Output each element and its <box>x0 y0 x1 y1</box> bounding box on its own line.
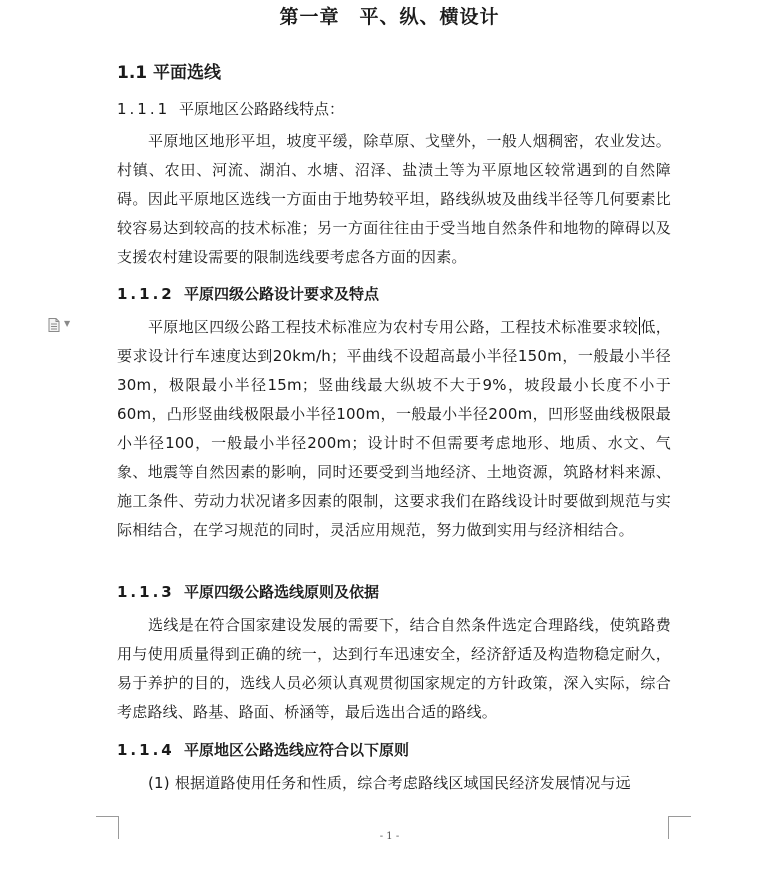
dropdown-arrow-icon[interactable]: ▼ <box>64 319 71 328</box>
section-heading <box>117 58 221 83</box>
document-icon[interactable] <box>48 318 60 332</box>
subsection-heading <box>117 98 344 119</box>
paragraph[interactable]: 选线是在符合国家建设发展的需要下，结合自然条件选定合理路线，使筑路费用与使用质量得到正确的统一，达到行车迅速安全，经济舒适及构造物稳定耐久，易于养护的目的，选线人员必须认真观贯彻国家规定的方针政策，深入实际，综合考虑路线、路基、路面、桥涵等，最后选出合适的路线。 <box>117 616 671 721</box>
subsection-number: 1.1.4 <box>117 741 175 759</box>
subsection-title: 平原四级公路选线原则及依据 <box>183 583 379 601</box>
paragraph[interactable]: (1) 根据道路使用任务和性质，综合考虑路线区域国民经济发展情况与远 <box>148 774 631 792</box>
text-cursor <box>639 317 641 335</box>
page-number: - 1 - <box>379 831 400 842</box>
section-number: 1.1 <box>117 63 148 83</box>
subsection-number: 1.1.2 <box>117 285 175 303</box>
subsection-title: 平原地区公路路线特点： <box>178 100 344 118</box>
subsection-title: 平原四级公路设计要求及特点 <box>183 285 379 303</box>
paragraph[interactable] <box>117 313 671 545</box>
subsection-number: 1.1.1 <box>117 100 171 118</box>
subsection-number: 1.1.3 <box>117 583 175 601</box>
chapter-title: 第一章 平、纵、横设计 <box>279 6 500 28</box>
section-title: 平面选线 <box>153 63 222 83</box>
paragraph[interactable]: 平原地区地形平坦，坡度平缓，除草原、戈壁外，一般人烟稠密，农业发达。村镇、农田、河流、湖泊、水塘、沼泽、盐渍土等为平原地区较常遇到的自然障碍。因此平原地区选线一方面由于地势较平坦，路线纵坡及曲线半径等几何要素比较容易达到较高的技术标准；另一方面往往由于受当地自然条件和地物的障碍以及支援农村建设需要的限制选线要考虑各方面的因素。 <box>117 132 671 266</box>
paragraph-text: 平原地区四级公路工程技术标准应为农村专用公路，工程技术标准要求较 低，要求设计行车速度达到20km/h；平曲线不设超高最小半径150m，一般最小半径30m，极限最小半径15m；竖曲线最大纵坡不大于9%，坡段最小长度不小于60m，凸形竖曲线极限最小半径100m，一般最小半径200m，凹形竖曲线极限最小半径100，一般最小半径200m；设计时不但需要考虑地形、地质、水文、气象、地震等自然因素的影响，同时还要受到当地经济、土地资源，筑路材料来源、施工条件、劳动力状况诸多因素的限制，这要求我们在路线设计时要做到规范与实际相结合，在学习规范的同时，灵活应用规范，努力做到实用与经济相结合。 <box>117 318 671 539</box>
subsection-heading <box>117 739 409 760</box>
subsection-heading <box>117 283 379 304</box>
subsection-title: 平原地区公路选线应符合以下原则 <box>183 741 409 759</box>
subsection-heading <box>117 581 379 602</box>
